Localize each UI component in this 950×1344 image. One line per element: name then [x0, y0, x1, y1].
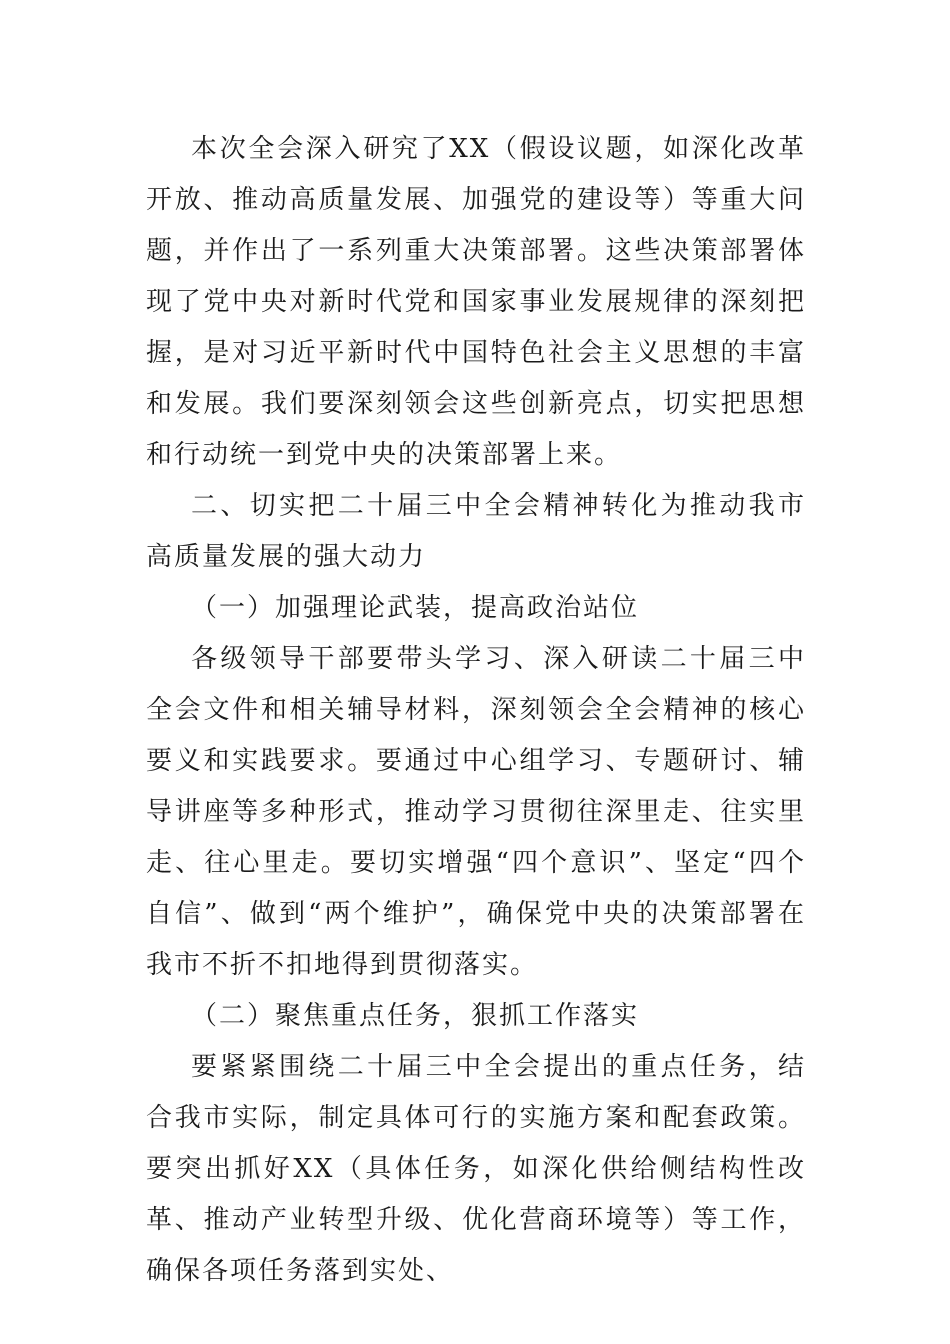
paragraph-key-tasks: 要紧紧围绕二十届三中全会提出的重点任务，结合我市实际，制定具体可行的实施方案和配套政策。要突出抓好XX（具体任务，如深化供给侧结构性改革、推动产业转型升级、优化营商环境等）等工作，确保各项任务落到实处、 [146, 1052, 806, 1286]
subsection-heading-one: （一）加强理论武装，提高政治站位 [191, 593, 640, 623]
paragraph-theory-study: 各级领导干部要带头学习、深入研读二十届三中全会文件和相关辅导材料，深刻领会全会精神的核心要义和实践要求。要通过中心组学习、专题研讨、辅导讲座等多种形式，推动学习贯彻往深里走、往实里走、往心里走。要切实增强“四个意识”、坚定“四个自信”、做到“两个维护”，确保党中央的决策部署在我市不折不扣地得到贯彻落实。 [146, 644, 806, 980]
section-heading-two: 二、切实把二十届三中全会精神转化为推动我市高质量发展的强大动力 [146, 491, 806, 572]
paragraph-plenary-decisions: 本次全会深入研究了XX（假设议题，如深化改革开放、推动高质量发展、加强党的建设等）等重大问题，并作出了一系列重大决策部署。这些决策部署体现了党中央对新时代党和国家事业发展规律的深刻把握，是对习近平新时代中国特色社会主义思想的丰富和发展。我们要深刻领会这些创新亮点，切实把思想和行动统一到党中央的决策部署上来。 [146, 134, 806, 470]
subsection-heading-two: （二）聚焦重点任务，狠抓工作落实 [191, 1001, 640, 1031]
document-body [146, 124, 806, 1297]
